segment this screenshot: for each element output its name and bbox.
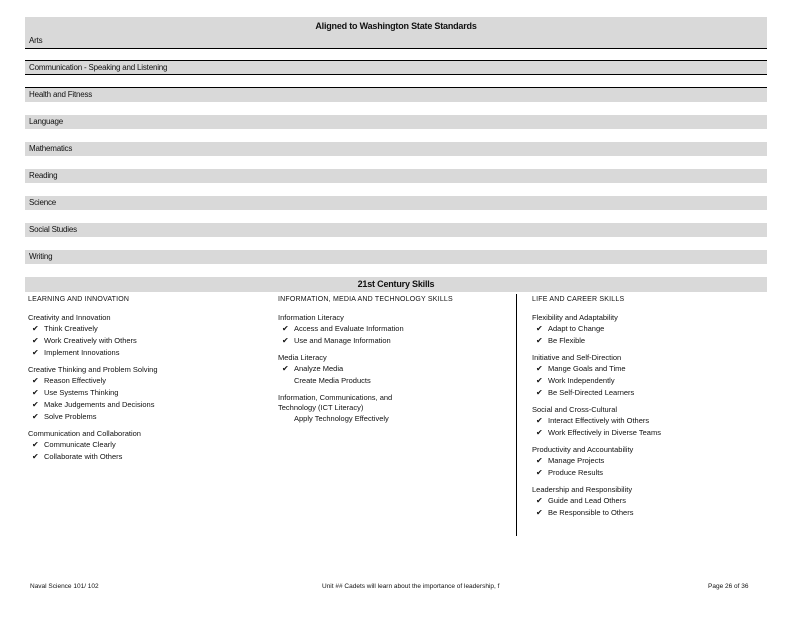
standard-science: Science <box>29 198 57 207</box>
check-icon: ✔ <box>32 324 39 333</box>
standard-reading: Reading <box>29 171 58 180</box>
standard-social-studies: Social Studies <box>29 225 77 234</box>
skill-item: ✔ Work Effectively in Diverse Teams <box>536 428 661 437</box>
skill-item: ✔ Use and Manage Information <box>282 336 391 345</box>
footer-unit: Unit ## Cadets will learn about the importance of leadership, f <box>322 583 500 590</box>
skill-group <box>532 445 767 479</box>
skill-group <box>532 405 767 439</box>
check-icon: ✔ <box>282 324 289 333</box>
column-heading: INFORMATION, MEDIA AND TECHNOLOGY SKILLS <box>278 296 453 303</box>
skill-item: ✔ Solve Problems <box>32 412 97 421</box>
skill-item: ✔ Manage Projects <box>536 456 605 465</box>
check-icon: ✔ <box>32 336 39 345</box>
skill-item: ✔ Produce Results <box>536 468 604 477</box>
skill-group-title: Flexibility and Adaptability <box>532 313 618 322</box>
check-icon: ✔ <box>536 416 543 425</box>
check-icon: ✔ <box>32 452 39 461</box>
check-icon: ✔ <box>536 324 543 333</box>
check-icon: ✔ <box>32 388 39 397</box>
skill-group-title: Information, Communications, and Technology (ICT Literacy) <box>278 393 393 412</box>
skills-column-life-career <box>532 296 767 525</box>
skill-group-title: Initiative and Self-Direction <box>532 353 622 362</box>
skill-item: ✔ Think Creatively <box>32 324 98 333</box>
skill-group-title: Media Literacy <box>278 353 327 362</box>
standard-arts: Arts <box>29 36 43 45</box>
standard-band <box>25 250 767 264</box>
standard-writing: Writing <box>29 252 53 261</box>
skill-group-title: Social and Cross-Cultural <box>532 405 618 414</box>
skill-item: ✔ Access and Evaluate Information <box>282 324 404 333</box>
check-icon: ✔ <box>536 376 543 385</box>
footer-page-number: Page 26 of 36 <box>708 583 749 590</box>
skill-item: ✔ Mange Goals and Time <box>536 364 626 373</box>
skills-title: 21st Century Skills <box>357 279 435 289</box>
skill-item: ✔ Work Independently <box>536 376 615 385</box>
skill-group <box>28 365 268 423</box>
standard-band <box>25 142 767 156</box>
skill-item: ✔ Use Systems Thinking <box>32 388 119 397</box>
skill-item: ✔ Adapt to Change <box>536 324 605 333</box>
check-icon: ✔ <box>32 376 39 385</box>
check-icon: ✔ <box>536 456 543 465</box>
check-icon: ✔ <box>536 468 543 477</box>
skill-item: ✔ Collaborate with Others <box>32 452 123 461</box>
skill-group <box>532 353 767 399</box>
footer-course: Naval Science 101/ 102 <box>30 583 99 590</box>
skill-item: ✔ Reason Effectively <box>32 376 106 385</box>
skill-item: Create Media Products <box>294 376 371 385</box>
check-icon: ✔ <box>536 508 543 517</box>
column-divider <box>516 294 517 536</box>
check-icon: ✔ <box>536 496 543 505</box>
skill-group <box>278 393 510 425</box>
skill-item: ✔ Implement Innovations <box>32 348 120 357</box>
skill-item: Apply Technology Effectively <box>294 414 389 423</box>
skill-group <box>278 313 510 347</box>
standard-mathematics: Mathematics <box>29 144 73 153</box>
standard-health: Health and Fitness <box>29 90 93 99</box>
skill-item: ✔ Work Creatively with Others <box>32 336 137 345</box>
skill-group <box>28 429 268 463</box>
skill-item: ✔ Interact Effectively with Others <box>536 416 650 425</box>
skill-group <box>278 353 510 387</box>
check-icon: ✔ <box>32 412 39 421</box>
check-icon: ✔ <box>282 364 289 373</box>
check-icon: ✔ <box>32 348 39 357</box>
standard-communication: Communication - Speaking and Listening <box>29 63 168 72</box>
skill-group <box>532 485 767 519</box>
check-icon: ✔ <box>536 388 543 397</box>
check-icon: ✔ <box>32 400 39 409</box>
skill-item: ✔ Analyze Media <box>282 364 344 373</box>
skill-group <box>532 313 767 347</box>
column-heading: LEARNING AND INNOVATION <box>28 296 130 303</box>
skill-group-title: Productivity and Accountability <box>532 445 634 454</box>
standards-header-band <box>25 17 767 48</box>
standard-band <box>25 223 767 237</box>
standard-band <box>25 196 767 210</box>
skill-group-title: Creative Thinking and Problem Solving <box>28 365 158 374</box>
skills-header-band <box>25 277 767 292</box>
standard-band <box>25 169 767 183</box>
skill-group-title: Information Literacy <box>278 313 344 322</box>
skill-item: ✔ Make Judgements and Decisions <box>32 400 155 409</box>
skill-item: ✔ Guide and Lead Others <box>536 496 626 505</box>
check-icon: ✔ <box>536 364 543 373</box>
divider <box>25 48 767 49</box>
check-icon: ✔ <box>536 428 543 437</box>
skill-group-title: Leadership and Responsibility <box>532 485 633 494</box>
standard-language: Language <box>29 117 63 126</box>
check-icon: ✔ <box>282 336 289 345</box>
skill-item: ✔ Be Flexible <box>536 336 586 345</box>
divider <box>25 74 767 75</box>
skill-group-title: Creativity and Innovation <box>28 313 111 322</box>
column-heading: LIFE AND CAREER SKILLS <box>532 296 625 303</box>
skills-column-information <box>278 296 510 431</box>
skills-column-learning <box>28 296 268 469</box>
skill-item: ✔ Communicate Clearly <box>32 440 116 449</box>
standard-band <box>25 88 767 102</box>
skill-item: ✔ Be Self-Directed Learners <box>536 388 635 397</box>
check-icon: ✔ <box>32 440 39 449</box>
skill-item: ✔ Be Responsible to Others <box>536 508 634 517</box>
standards-title: Aligned to Washington State Standards <box>315 21 477 31</box>
skill-group-title: Communication and Collaboration <box>28 429 141 438</box>
standard-band <box>25 61 767 74</box>
standard-band <box>25 115 767 129</box>
skill-group <box>28 313 268 359</box>
check-icon: ✔ <box>536 336 543 345</box>
